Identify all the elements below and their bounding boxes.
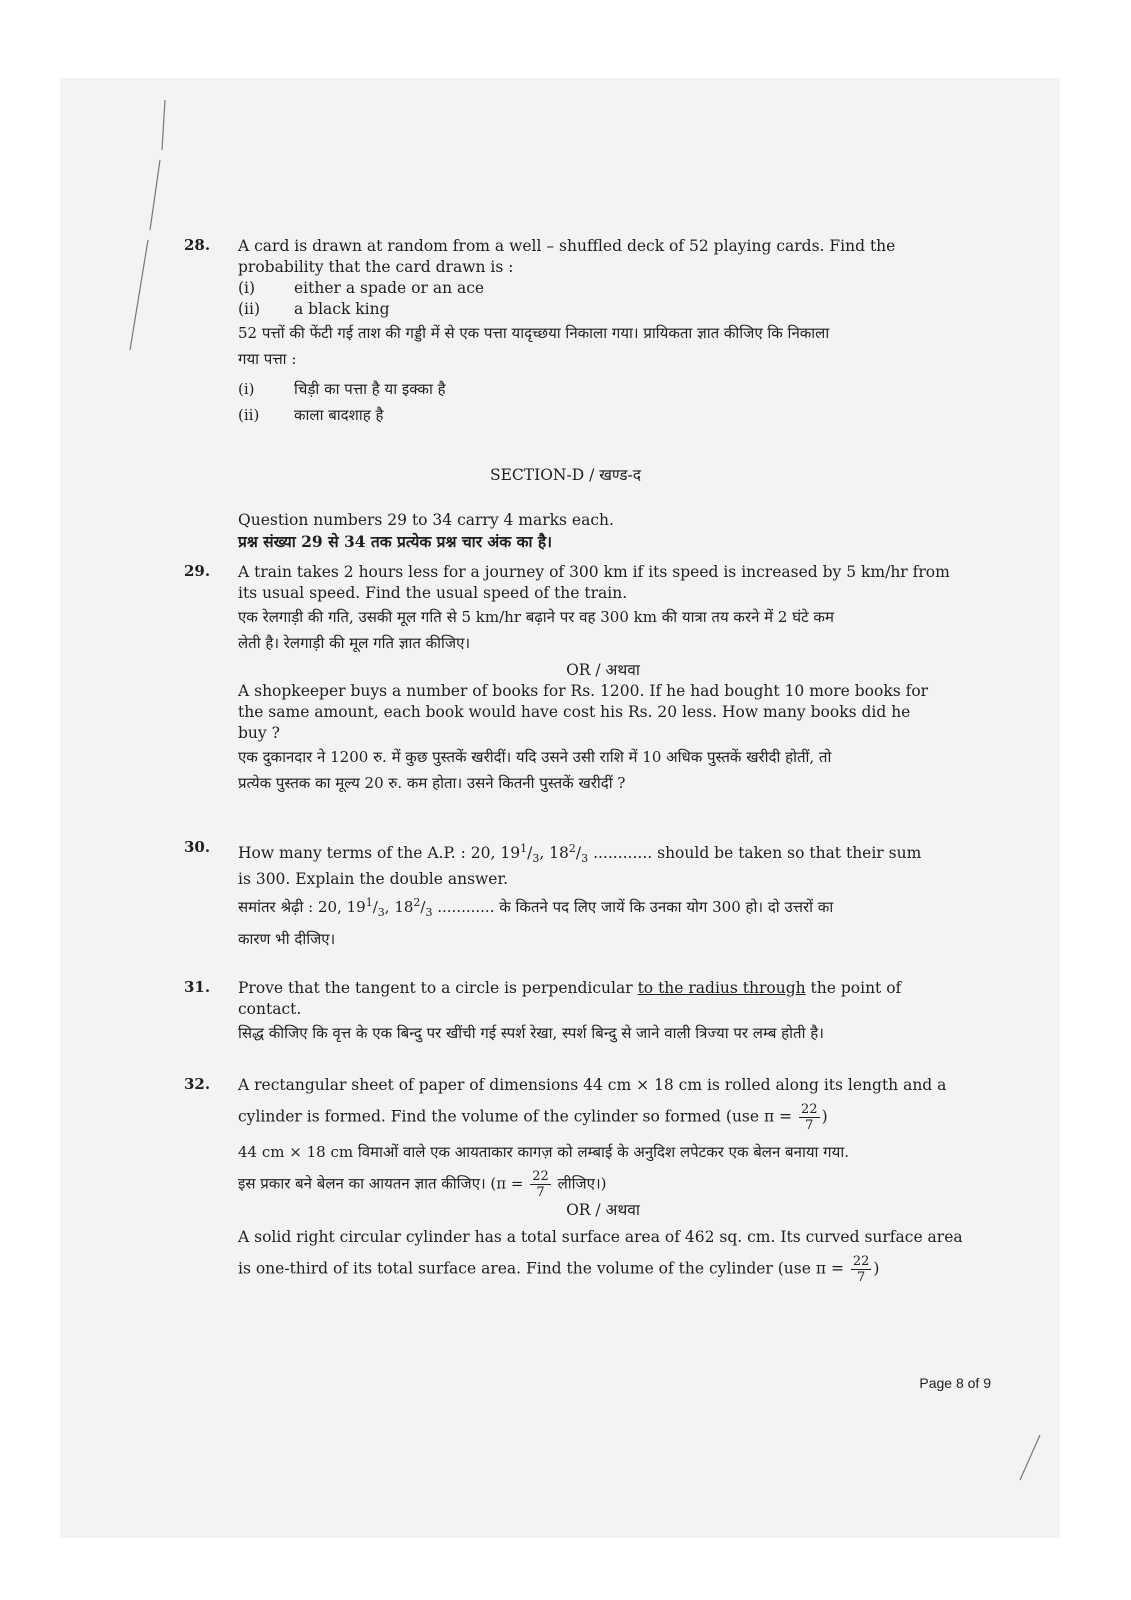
question-text-hindi: सिद्ध कीजिए कि वृत्त के एक बिन्दु पर खींची गई स्पर्श रेखा, स्पर्श बिन्दु से जाने वाली त्रिज्या पर लम्ब होती है। bbox=[238, 1024, 824, 1042]
question-number: 31. bbox=[184, 978, 211, 996]
mixed-fraction: $19^1/_3$ bbox=[500, 842, 540, 866]
question-text: buy ? bbox=[238, 724, 280, 742]
option-row bbox=[238, 299, 968, 320]
option-row-hindi bbox=[238, 402, 968, 428]
or-divider: OR / अथवा bbox=[566, 661, 640, 679]
option-row-hindi bbox=[238, 376, 968, 402]
question-text: is 300. Explain the double answer. bbox=[238, 870, 509, 889]
pi-fraction: $\frac{22}{7}$ bbox=[852, 1254, 870, 1285]
question-text-hindi: एक रेलगाड़ी की गति, उसकी मूल गति से 5 km/hr बढ़ाने पर वह 300 km की यात्रा तय करने में 2 घंटे कम bbox=[238, 608, 834, 626]
instruction-text: Question numbers 29 to 34 carry 4 marks each. bbox=[238, 511, 614, 529]
question-text: How many terms of the A.P. : 20, $19^1/_3$, $18^2/_3$ ............ should be taken so that their sum bbox=[238, 842, 922, 866]
question-text-hindi: गया पत्ता : bbox=[238, 350, 297, 368]
question-text-hindi: समांतर श्रेढ़ी : 20, $19^1/_3$, $18^2/_3$ ............ के कितने पद लिए जायें कि उनका योग 300 हो। दो उत्तरों का bbox=[238, 896, 834, 920]
mixed-fraction: $18^2/_3$ bbox=[549, 842, 589, 866]
corner-scribble bbox=[1010, 1430, 1050, 1490]
question-text: probability that the card drawn is : bbox=[238, 258, 514, 276]
question-text-hindi: 44 cm × 18 cm विमाओं वाले एक आयताकार कागज़ को लम्बाई के अनुदिश लपेटकर एक बेलन बनाया गया. bbox=[238, 1143, 849, 1161]
option-label: (i) bbox=[238, 380, 255, 398]
option-text: चिड़ी का पत्ता है या इक्का है bbox=[294, 380, 446, 398]
section-title: SECTION-D / खण्ड-द bbox=[489, 466, 642, 484]
question-text: A card is drawn at random from a well – shuffled deck of 52 playing cards. Find the bbox=[238, 237, 896, 255]
question-text: its usual speed. Find the usual speed of the train. bbox=[238, 584, 628, 602]
question-text-hindi: प्रत्येक पुस्तक का मूल्य 20 रु. कम होता। उसने कितनी पुस्तकें खरीदीं ? bbox=[238, 774, 626, 792]
pi-fraction: $\frac{22}{7}$ bbox=[532, 1169, 549, 1200]
question-text-hindi: लेती है। रेलगाड़ी की मूल गति ज्ञात कीजिए। bbox=[238, 634, 471, 652]
question-text-hindi: एक दुकानदार ने 1200 रु. में कुछ पुस्तकें खरीदीं। यदि उसने उसी राशि में 10 अधिक पुस्तकें खरीदी होतीं, तो bbox=[238, 748, 832, 766]
question-text: A rectangular sheet of paper of dimensions 44 cm × 18 cm is rolled along its length and a bbox=[238, 1076, 947, 1094]
option-label: (i) bbox=[238, 279, 256, 297]
instruction-text-hindi: प्रश्न संख्या 29 से 34 तक प्रत्येक प्रश्न चार अंक का है। bbox=[238, 532, 552, 551]
question-number: 30. bbox=[184, 838, 211, 856]
question-text: contact. bbox=[238, 1000, 302, 1018]
question-text-hindi: इस प्रकार बने बेलन का आयतन ज्ञात कीजिए। (π = $\frac{22}{7}$ लीजिए।) bbox=[238, 1169, 607, 1200]
question-number: 32. bbox=[184, 1075, 211, 1093]
question-text-hindi: कारण भी दीजिए। bbox=[238, 930, 336, 949]
question-text: A solid right circular cylinder has a total surface area of 462 sq. cm. Its curved surface area bbox=[238, 1228, 963, 1246]
or-divider: OR / अथवा bbox=[566, 1201, 640, 1219]
page-number: Page 8 of 9 bbox=[919, 1375, 991, 1391]
option-text: काला बादशाह है bbox=[294, 406, 384, 424]
question-text-hindi: 52 पत्तों की फेंटी गई ताश की गड्डी में से एक पत्ता यादृच्छया निकाला गया। प्रायिकता ज्ञात कीजिए कि निकाला bbox=[238, 324, 830, 342]
question-text: A shopkeeper buys a number of books for Rs. 1200. If he had bought 10 more books for bbox=[238, 682, 929, 700]
question-number: 29. bbox=[184, 562, 211, 580]
option-label: (ii) bbox=[238, 406, 260, 424]
option-label: (ii) bbox=[238, 300, 261, 318]
question-number: 28. bbox=[184, 236, 211, 254]
option-text: either a spade or an ace bbox=[294, 279, 485, 297]
option-row bbox=[238, 278, 968, 299]
question-text: the same amount, each book would have cost his Rs. 20 less. How many books did he bbox=[238, 703, 911, 721]
pi-fraction: $\frac{22}{7}$ bbox=[801, 1102, 818, 1133]
question-text: cylinder is formed. Find the volume of the cylinder so formed (use π = $\frac{22}{7}$ ) bbox=[238, 1102, 828, 1133]
option-text: a black king bbox=[294, 300, 390, 318]
question-text: Prove that the tangent to a circle is perpendicular to the radius through the point of bbox=[238, 979, 902, 997]
question-text: A train takes 2 hours less for a journey of 300 km if its speed is increased by 5 km/hr from bbox=[238, 563, 950, 581]
question-text: is one-third of its total surface area. Find the volume of the cylinder (use π = $\frac{22}{7}$ ) bbox=[238, 1254, 880, 1285]
margin-scribble bbox=[110, 90, 190, 390]
